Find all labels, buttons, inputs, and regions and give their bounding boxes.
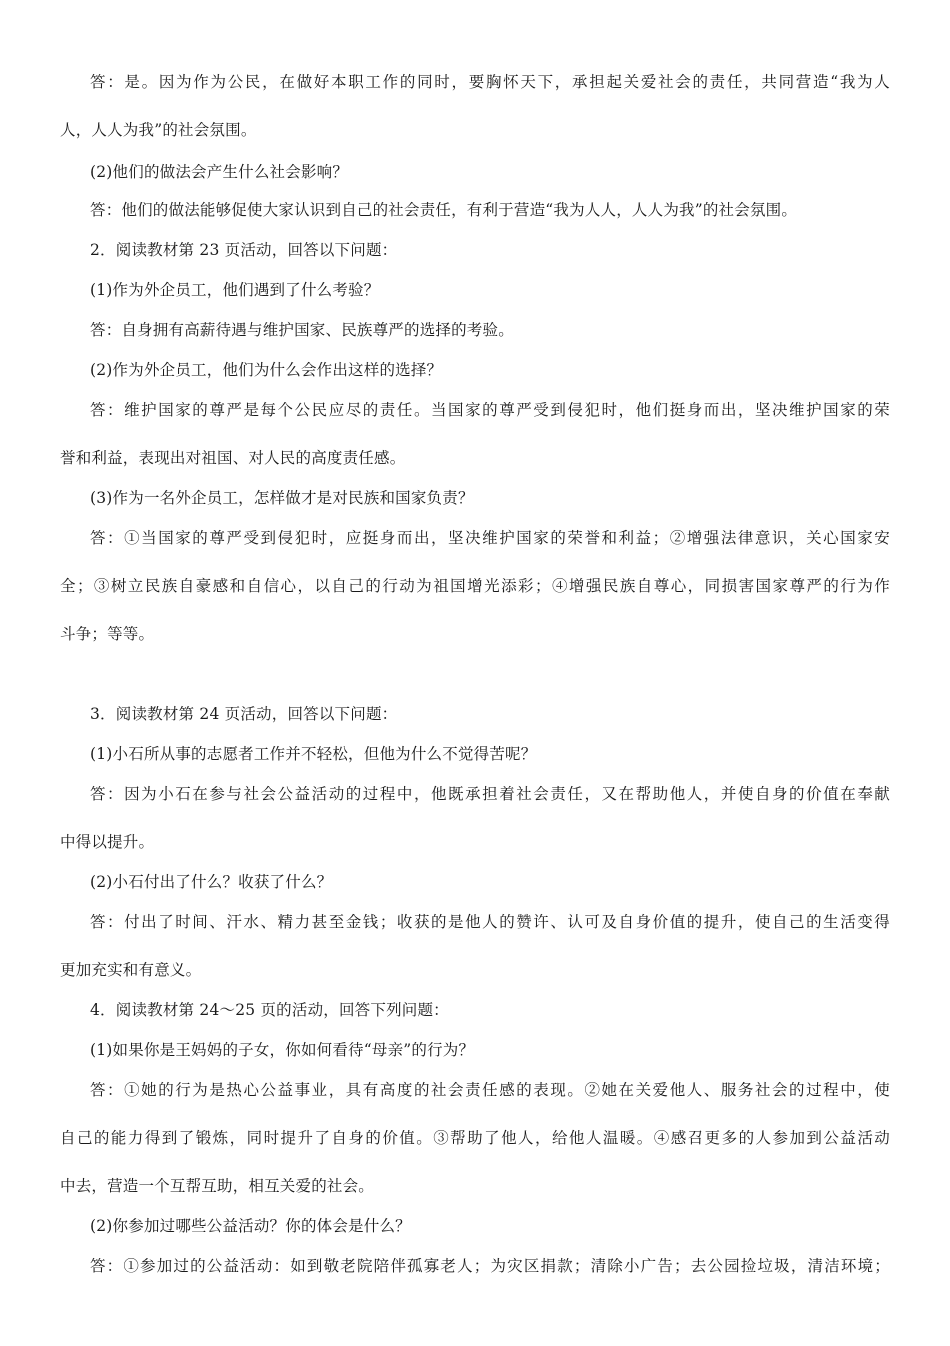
text-line: 答：他们的做法能够促使大家认识到自己的社会责任，有利于营造“我为人人，人人为我”的社会氛围。	[90, 201, 798, 219]
answer-paragraph	[90, 912, 890, 932]
answer-paragraph	[90, 528, 890, 548]
question-line	[90, 1216, 411, 1236]
question-line	[90, 744, 536, 764]
text-line: 中得以提升。	[60, 833, 155, 851]
paragraph-continuation	[60, 120, 257, 140]
text-line: 人，人人为我”的社会氛围。	[60, 121, 257, 139]
answer-paragraph	[90, 72, 890, 92]
text-line: 答：付出了时间、汗水、精力甚至金钱；收获的是他人的赞许、认可及自身价值的提升，使自己的生活变得	[90, 913, 890, 931]
text-line: 答：维护国家的尊严是每个公民应尽的责任。当国家的尊严受到侵犯时，他们挺身而出，坚决维护国家的荣	[90, 401, 890, 419]
paragraph-continuation	[60, 448, 405, 468]
paragraph-continuation	[60, 1128, 890, 1148]
answer-paragraph	[90, 784, 890, 804]
answer-paragraph	[90, 1256, 890, 1276]
question-line	[90, 1040, 474, 1060]
paragraph-continuation	[60, 576, 890, 596]
text-line: 誉和利益，表现出对祖国、对人民的高度责任感。	[60, 449, 406, 467]
text-line: 更加充实和有意义。	[60, 961, 202, 979]
section-heading	[90, 704, 397, 724]
text-line: (2)小石付出了什么？收获了什么？	[90, 873, 333, 891]
text-line: (2)你参加过哪些公益活动？你的体会是什么？	[90, 1217, 411, 1235]
text-line: 答：①当国家的尊严受到侵犯时，应挺身而出，坚决维护国家的荣誉和利益；②增强法律意识，关心国家安	[90, 529, 890, 547]
text-line: 自己的能力得到了锻炼，同时提升了自身的价值。③帮助了他人，给他人温暖。④感召更多的人参加到公益活动	[60, 1129, 890, 1147]
text-line: 答：因为小石在参与社会公益活动的过程中，他既承担着社会责任，又在帮助他人，并使自身的价值在奉献	[90, 785, 890, 803]
text-line: 答：①她的行为是热心公益事业，具有高度的社会责任感的表现。②她在关爱他人、服务社会的过程中，使	[90, 1081, 890, 1099]
paragraph-continuation	[60, 624, 154, 644]
text-line: (1)如果你是王妈妈的子女，你如何看待“母亲”的行为？	[90, 1041, 475, 1059]
text-line: (2)他们的做法会产生什么社会影响？	[90, 163, 349, 181]
answer-paragraph	[90, 400, 890, 420]
text-line: (3)作为一名外企员工，怎样做才是对民族和国家负责？	[90, 489, 474, 507]
text-line: 中去，营造一个互帮互助，相互关爱的社会。	[60, 1177, 375, 1195]
section-heading	[90, 1000, 449, 1020]
text-line: (1)小石所从事的志愿者工作并不轻松，但他为什么不觉得苦呢？	[90, 745, 537, 763]
question-line	[90, 872, 332, 892]
section-heading	[90, 240, 397, 260]
text-line: 4．阅读教材第 24～25 页的活动，回答下列问题：	[90, 1001, 449, 1019]
text-line: 答：自身拥有高薪待遇与维护国家、民族尊严的选择的考验。	[90, 321, 514, 339]
text-line: 答：是。因为作为公民，在做好本职工作的同时，要胸怀天下，承担起关爱社会的责任，共同营造“我为人	[90, 73, 890, 91]
answer-paragraph	[90, 200, 797, 220]
text-line: (2)作为外企员工，他们为什么会作出这样的选择？	[90, 361, 443, 379]
paragraph-continuation	[60, 960, 201, 980]
text-line: (1)作为外企员工，他们遇到了什么考验？	[90, 281, 380, 299]
text-line: 2．阅读教材第 23 页活动，回答以下问题：	[90, 241, 398, 259]
question-line	[90, 162, 348, 182]
question-line	[90, 488, 474, 508]
paragraph-continuation	[60, 1176, 374, 1196]
answer-paragraph	[90, 1080, 890, 1100]
text-line: 全；③树立民族自豪感和自信心，以自己的行动为祖国增光添彩；④增强民族自尊心，同损害国家尊严的行为作	[60, 577, 890, 595]
paragraph-continuation	[60, 832, 154, 852]
answer-paragraph	[90, 320, 514, 340]
question-line	[90, 360, 442, 380]
question-line	[90, 280, 379, 300]
text-line: 答：①参加过的公益活动：如到敬老院陪伴孤寡老人；为灾区捐款；清除小广告；去公园捡垃圾，清洁环境；	[90, 1257, 890, 1275]
text-line: 斗争；等等。	[60, 625, 155, 643]
text-line: 3．阅读教材第 24 页活动，回答以下问题：	[90, 705, 398, 723]
